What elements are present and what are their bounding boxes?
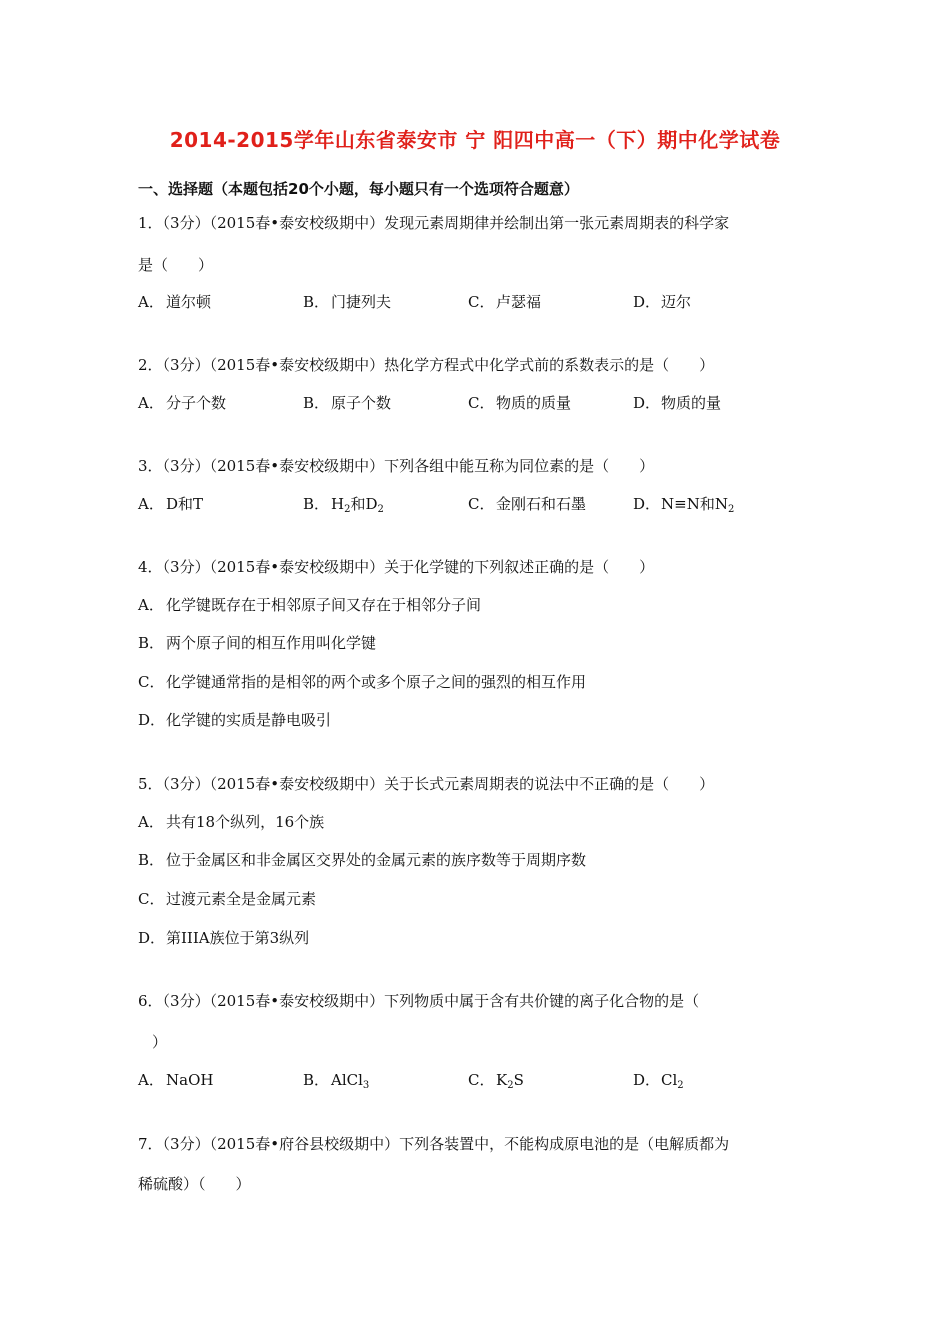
question-5-stem: 5．（3分）（2015春•泰安校级期中）关于长式元素周期表的说法中不正确的是（ ） bbox=[138, 775, 715, 793]
question-3-stem: 3．（3分）（2015春•泰安校级期中）下列各组中能互称为同位素的是（ ） bbox=[138, 457, 655, 475]
question-7-stem-cont: 稀硫酸）（ ） bbox=[138, 1175, 251, 1193]
question-5-option-a: A． 共有18个纵列，16个族 bbox=[138, 813, 325, 831]
question-2-option-c: C． 物质的质量 bbox=[468, 394, 572, 412]
question-2-option-a: A． 分子个数 bbox=[138, 394, 227, 412]
question-5-option-d: D．第IIIA族位于第3纵列 bbox=[138, 929, 310, 947]
exam-title: 2014-2015学年山东省泰安市 宁 阳四中高一（下）期中化学试卷 bbox=[169, 128, 781, 152]
question-6-option-d: D．$Cl_2$ bbox=[633, 1071, 684, 1091]
question-4-option-c: C． 化学键通常指的是相邻的两个或多个原子之间的强烈的相互作用 bbox=[138, 673, 587, 691]
question-7-stem: 7．（3分）（2015春•府谷县校级期中）下列各装置中，不能构成原电池的是（电解质都为 bbox=[138, 1135, 730, 1153]
question-4-option-b: B． 两个原子间的相互作用叫化学键 bbox=[138, 634, 377, 652]
question-1-option-a: A． 道尔顿 bbox=[138, 293, 212, 311]
question-1-option-b: B． 门捷列夫 bbox=[303, 293, 392, 311]
question-3-option-b: B． $H_2$和$D_2$ bbox=[303, 495, 384, 515]
question-2-option-b: B． 原子个数 bbox=[303, 394, 392, 412]
question-3-option-d: D．N≡N和$N_2$ bbox=[633, 495, 735, 515]
question-2-stem: 2．（3分）（2015春•泰安校级期中）热化学方程式中化学式前的系数表示的是（ ） bbox=[138, 356, 715, 374]
section-heading: 一、选择题（本题包括20个小题，每小题只有一个选项符合题意） bbox=[138, 180, 579, 198]
question-1-stem: 1．（3分）（2015春•泰安校级期中）发现元素周期律并绘制出第一张元素周期表的科学家 bbox=[138, 214, 730, 232]
question-4-option-a: A． 化学键既存在于相邻原子间又存在于相邻分子间 bbox=[138, 596, 482, 614]
question-1-stem-cont: 是（ ） bbox=[138, 256, 214, 274]
question-5-option-c: C． 过渡元素全是金属元素 bbox=[138, 890, 317, 908]
question-6-option-c: C． $K_2S$ bbox=[468, 1071, 524, 1091]
question-3-option-a: A． D和T bbox=[138, 495, 204, 513]
question-1-option-d: D．迈尔 bbox=[633, 293, 692, 311]
question-6-stem-cont: ） bbox=[152, 1033, 168, 1051]
question-6-option-b: B． AlCl$_3$ bbox=[303, 1071, 370, 1091]
question-4-stem: 4．（3分）（2015春•泰安校级期中）关于化学键的下列叙述正确的是（ ） bbox=[138, 558, 655, 576]
question-3-option-c: C． 金刚石和石墨 bbox=[468, 495, 587, 513]
question-4-option-d: D．化学键的实质是静电吸引 bbox=[138, 711, 332, 729]
question-1-option-c: C． 卢瑟福 bbox=[468, 293, 542, 311]
question-6-option-a: A． NaOH bbox=[138, 1071, 214, 1089]
question-5-option-b: B． 位于金属区和非金属区交界处的金属元素的族序数等于周期序数 bbox=[138, 851, 587, 869]
question-2-option-d: D．物质的量 bbox=[633, 394, 722, 412]
question-6-stem: 6．（3分）（2015春•泰安校级期中）下列物质中属于含有共价键的离子化合物的是（ bbox=[138, 992, 700, 1010]
